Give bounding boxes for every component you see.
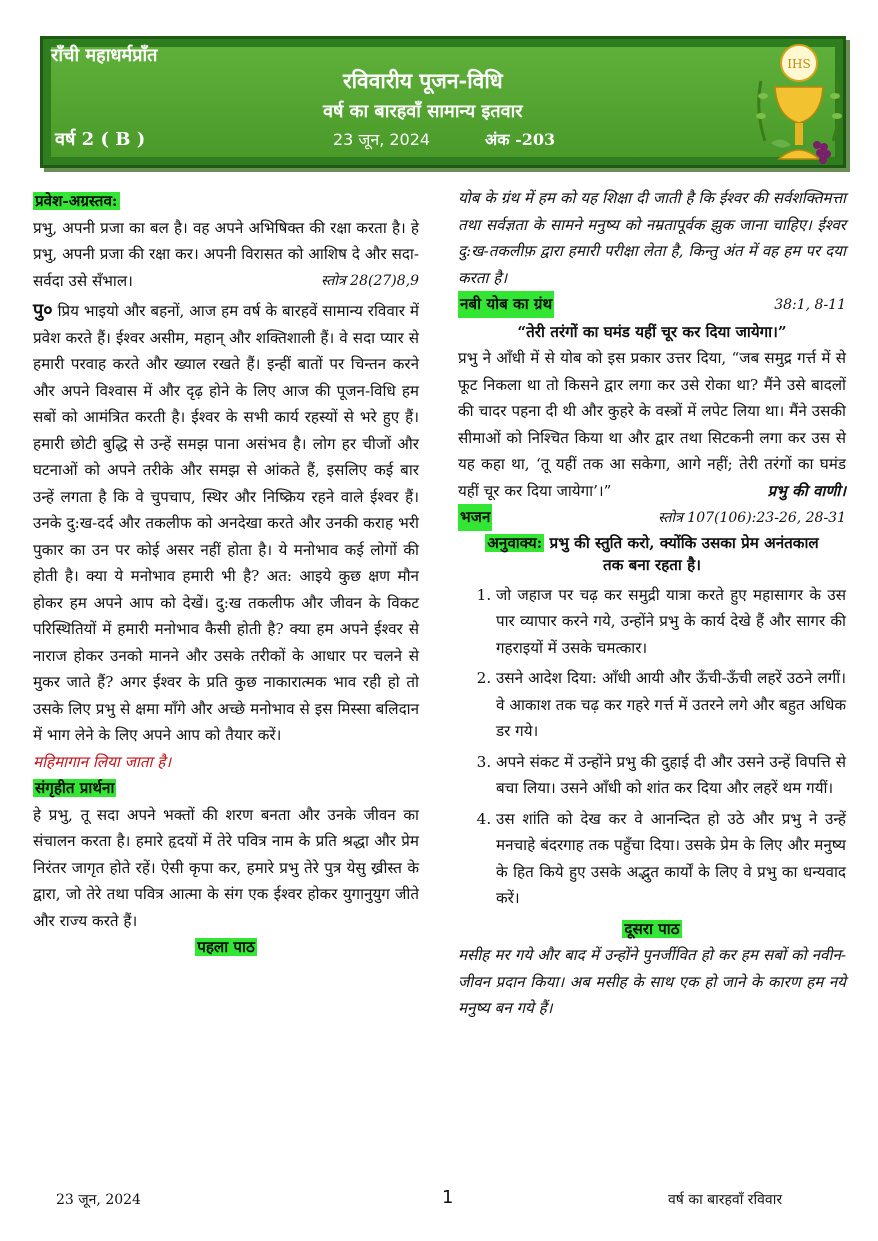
first-reading-intro: योब के ग्रंथ में हम को यह शिक्षा दी जाती है कि ईश्वर की सर्वशक्तिमत्ता तथा सर्वज्ञता के सामने मनुष्य को नम्रतापूर्वक झुक जाना चाहिए। ईश्वर दु:ख-तकलीफ़ द्वारा हमारी परीक्षा लेता है, किन्तु अंत में वह हम पर दया करता है। <box>458 189 846 287</box>
entrance-antiphon-body: प्रभु, अपनी प्रजा का बल है। वह अपने अभिषिक्त की रक्षा करता है। हे प्रभु, अपनी प्रजा की रक्षा कर। अपनी विरासत को आशिष दे और सदा-सर्वदा उसे सँभाल। <box>33 218 419 290</box>
psalm-verses <box>458 582 846 912</box>
psalm-verse-4: 4. उस शांति को देख कर वे आनन्दित हो उठे और प्रभु ने उन्हें मनचाहे बंदरगाह तक पहुँचा दिया। उसके प्रेम के लिए और मनुष्य के हित किये हुए उसके अद्भुत कार्यों के लिए वे प्रभु का धन्यवाद करें। <box>496 806 846 912</box>
first-reading-heading: पहला पाठ <box>197 938 255 956</box>
response-label: अनुवाक्य: <box>487 533 543 552</box>
book-heading-row <box>458 291 846 319</box>
word-of-the-lord: प्रभु की वाणी। <box>767 481 846 500</box>
psalm-verse-3: 3. अपने संकट में उन्होंने प्रभु की दुहाई दी और उसने उन्हें विपत्ति से बचा लिया। उसने आँधी को शांत कर दिया और लहरें थम गयीं। <box>496 749 846 802</box>
page-subtitle: वर्ष का बारहवाँ सामान्य इतवार <box>323 101 523 122</box>
footer-date: 23 जून, 2024 <box>56 1192 141 1208</box>
priest-prefix: पु० <box>33 300 53 321</box>
footer-title: वर्ष का बारहवाँ रविवार <box>668 1192 783 1208</box>
collect-heading: संगृहीत प्रार्थना <box>35 779 115 797</box>
entrance-antiphon-heading: प्रवेश-अग्रस्तव: <box>35 192 118 210</box>
priest-introduction-text: प्रिय भाइयो और बहनों, आज हम वर्ष के बारहवें सामान्य रविवार में प्रवेश करते हैं। ईश्वर असीम, महान् और शक्तिशाली हैं। वे सदा प्यार से हमारी परवाह करते और ख्याल रखते हैं। इन्हीं बातों पर चिन्तन करने और अपने विश्वास में और दृढ़ होने के लिए आज की पूजन-विधि हम सबों को आमंत्रित करती है। ईश्वर के सभी कार्य रहस्यों से भरे हुए हैं। हमारी छोटी बुद्धि से उन्हें समझ पाना असंभव है। लोग हर चीजों और घटनाओं को अपने तरीके और समझ से आंकते हैं, इसलिए कई बार उन्हें लगता है कि वे चुपचाप, स्थिर और निष्क्रिय रहने वाले ईश्वर हैं। उनके दु:ख-दर्द और तकलीफ को अनदेखा करते और उनकी कराह भरी पुकार का उन पर कोई असर नहीं होता है। ये मनोभाव कई लोगों की होती है। क्या ये मनोभाव हमारी भी है? अत: आइये कुछ क्षण मौन होकर हम अपने आप को देखें। दु:ख तकलीफ और जीवन के विकट परिस्थितियों में हमारी मनोभाव कैसी होती है? क्या हम अपने ईश्वर से नाराज होकर उनको मानने और उसके तरीकों के आधार पर चलने से मुकर जाते हैं? अगर ईश्वर के प्रति कुछ नाकारात्मक भाव रही हो तो उसके लिए प्रभु से क्षमा माँगे और अच्छे मनोभाव से इस मिस्सा बलिदान में भाग लेने के लिए अपने आप को तैयार करें। <box>33 302 419 744</box>
diocese-name: राँची महाधर्मप्राँत <box>51 45 158 66</box>
first-reading-body: प्रभु ने आँधी में से योब को इस प्रकार उत्तर दिया, “जब समुद्र गर्त्त में से फूट निकला था तो किसने द्वार लगा कर उसे रोका था? मैंने उसे बादलों की चादर पहना दी थी और कुहरे के वस्त्रों में लपेट लिया था। मैंने उसकी सीमाओं को निश्चित किया था और द्वार तथा सिटकनी लगा कर उस से यह कहा था, ‘तू यहीं तक आ सकेगा, आगे नहीं; तेरी तरंगों का घमंड यहीं चूर कर दिया जायेगा’।” <box>458 349 846 500</box>
response-text: प्रभु की स्तुति करो, क्योंकि उसका प्रेम अनंतकाल तक बना रहता है। <box>549 533 819 574</box>
year-label: वर्ष 2 ( B ) <box>55 129 146 150</box>
right-column <box>458 185 846 1022</box>
psalm-reference: स्तोत्र 107(106):23-26, 28-31 <box>658 510 846 526</box>
chalice-host-text: IHS <box>787 57 811 71</box>
gloria-note: महिमागान लिया जाता है। <box>33 752 172 771</box>
psalm-heading-row <box>458 504 846 532</box>
book-of-job-heading: नबी योब का ग्रंथ <box>458 291 554 318</box>
reading-quote: “तेरी तरंगों का घमंड यहीं चूर कर दिया जायेगा।” <box>517 322 787 341</box>
entrance-antiphon-ref: स्तोत्र 28(27)8,9 <box>320 272 419 289</box>
page-number: 1 <box>442 1187 454 1208</box>
header-banner <box>40 36 846 168</box>
first-reading-text <box>458 345 846 504</box>
book-reference: 38:1, 8-11 <box>774 297 846 313</box>
left-column <box>33 188 419 961</box>
priest-introduction <box>33 298 419 749</box>
psalm-verse-1: 1. जो जहाज पर चढ़ कर समुद्री यात्रा करते हुए महासागर के उस पार व्यापार करने गये, उन्होंने प्रभु के कार्य देखे हैं और सागर की गहराइयों में उसके चमत्कार। <box>496 582 846 662</box>
page-title: रविवारीय पूजन-विधि <box>343 68 503 93</box>
collect-text: हे प्रभु, तू सदा अपने भक्तों की शरण बनता और उनके जीवन का संचालन करता है। हमारे हृदयों में तेरे पवित्र नाम के प्रति श्रद्धा और प्रेम निरंतर जागृत होते रहें। ऐसी कृपा कर, हमारे प्रभु तेरे पुत्र येसु ख्रीस्त के द्वारा, जो तेरे तथा पवित्र आत्मा के संग एक ईश्वर होकर युगानुयुग जीते और राज्य करते हैं। <box>33 805 419 930</box>
entrance-antiphon-text <box>33 215 419 295</box>
second-reading-heading: दूसरा पाठ <box>624 919 680 938</box>
psalm-response <box>458 532 846 576</box>
header-date: 23 जून, 2024 <box>333 130 431 149</box>
second-reading-intro: मसीह मर गये और बाद में उन्होंने पुनर्जीवित हो कर हम सबों को नवीन-जीवन प्रदान किया। अब मसीह के साथ एक हो जाने के कारण हम नये मनुष्य बन गये हैं। <box>458 946 846 1017</box>
psalm-verse-2: 2. उसने आदेश दिया: आँधी आयी और ऊँची-ऊँची लहरें उठने लगीं। वे आकाश तक चढ़ कर गहरे गर्त्त में उतरने लगे और बहुत अधिक डर गये। <box>496 665 846 745</box>
psalm-heading: भजन <box>458 504 492 531</box>
chalice-icon <box>751 41 847 169</box>
issue-number: अंक -203 <box>485 130 556 149</box>
